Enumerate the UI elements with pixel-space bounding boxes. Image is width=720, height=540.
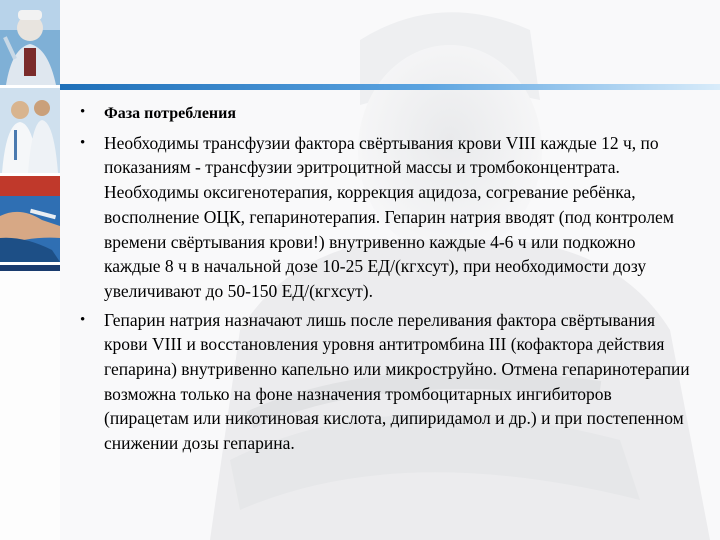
paragraph-text: Гепарин натрия назначают лишь после переливания фактора свёртывания крови VIII и восстановления уровня антитромбина III (кофактора действия гепарина) внутривенно капельно или микроструйно. Отмена гепаринотерапии возможна только на фоне назначения тромбоцитарных ингибиторов (пирацетам или никотиновая кислота, дипиридамол и др.) и при постепенном снижении дозы гепарина. [104,309,690,454]
bullet-marker: • [80,104,86,120]
clinical-scene-photo [0,265,60,540]
doctors-in-white-coats-photo [0,88,60,173]
bullet-list [80,100,695,456]
list-item [80,100,695,127]
bullet-marker: • [80,311,86,328]
left-photo-strip [0,0,60,540]
list-item [80,308,695,456]
bullet-marker: • [80,134,86,151]
header-gradient-bar [60,84,720,90]
list-item [80,131,695,304]
slide-content [80,100,695,460]
paragraph-text: Необходимы трансфузии фактора свёртывания крови VIII каждые 12 ч, по показаниям - трансфузии эритроцитной массы и тромбоконцентрата. Необходимы оксигенотерапия, коррекция ацидоза, согревание ребёнка, восполнение ОЦК, гепаринотерапия. Гепарин натрия вводят (под контролем времени свёртывания крови!) внутривенно каждые 4-6 ч или подкожно каждые 8 ч в начальной дозе 10-25 ЕД/(кгхсут), при необходимости дозу увеличивают до 50-150 ЕД/(кгхсут). [104,132,674,301]
hands-with-syringe-photo [0,176,60,262]
section-heading: Фаза потребления [104,105,237,122]
surgeon-with-syringe-photo [0,0,60,85]
